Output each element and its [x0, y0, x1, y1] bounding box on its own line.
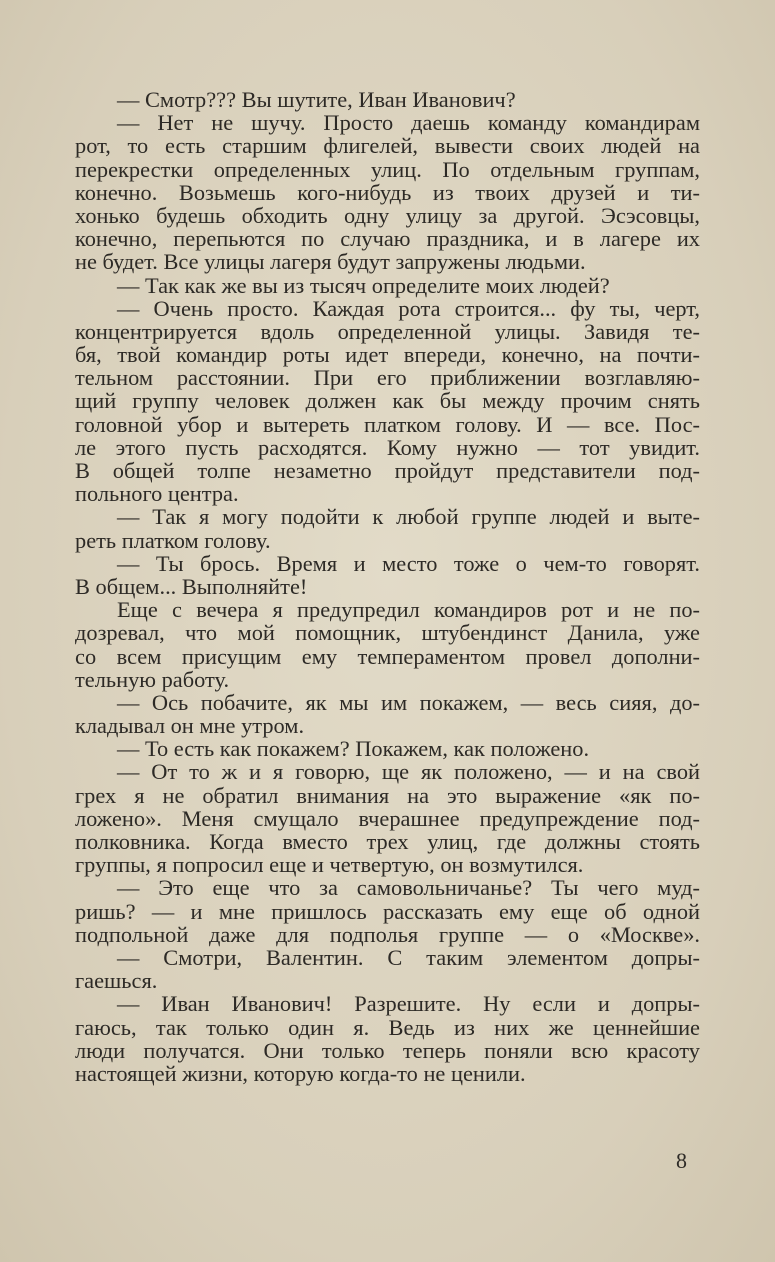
- text-line: реть платком голову.: [75, 527, 271, 553]
- text-line: головной убор и вытереть платком голову. И — все. Пос-: [75, 411, 700, 437]
- text-line: щий группу человек должен как бы между прочим снять: [75, 388, 700, 414]
- text-line: перекрестки определенных улиц. По отдельным группам,: [75, 156, 700, 182]
- text-line: — Нет не шучу. Просто даешь команду командирам: [117, 110, 700, 136]
- text-line: тельную работу.: [75, 666, 230, 692]
- text-line: польного центра.: [75, 481, 239, 507]
- text-line: группы, я попросил еще и четвертую, он возмутился.: [75, 852, 584, 878]
- text-line: гаюсь, так только один я. Ведь из них же ценнейшие: [75, 1014, 700, 1040]
- text-line: концентрируется вдоль определенной улицы. Завидя те-: [75, 318, 700, 344]
- text-line: со всем присущим ему темпераментом провел дополни-: [75, 643, 700, 669]
- page-number: 8: [676, 1148, 687, 1173]
- text-line: гаешься.: [75, 968, 158, 994]
- text-line: кладывал он мне утром.: [75, 713, 305, 739]
- text-line: ришь? — и мне пришлось рассказать ему еще об одной: [75, 898, 700, 924]
- text-line: бя, твой командир роты идет впереди, конечно, на почти-: [75, 342, 700, 368]
- text-line: — Так как же вы из тысяч определите моих людей?: [117, 272, 610, 298]
- text-line: ложено». Меня смущало вчерашнее предупреждение под-: [75, 805, 700, 831]
- text-line: ле этого пусть расходятся. Кому нужно — тот увидит.: [75, 434, 700, 460]
- text-line: не будет. Все улицы лагеря будут запружены людьми.: [75, 249, 586, 275]
- text-line: настоящей жизни, которую когда-то не ценили.: [75, 1060, 526, 1086]
- body-text: [75, 88, 700, 1085]
- text-line: грех я не обратил внимания на это выражение «як по-: [75, 782, 700, 808]
- text-line: хонько будешь обходить одну улицу за другой. Эсэсовцы,: [75, 202, 700, 228]
- text-line: — Смотри, Валентин. С таким элементом допры-: [117, 944, 700, 970]
- text-line: — Так я могу подойти к любой группе людей и выте-: [117, 504, 700, 530]
- text-line: — Ты брось. Время и место тоже о чем-то говорят.: [117, 550, 700, 576]
- text-line: люди получатся. Они только теперь поняли всю красоту: [75, 1037, 700, 1063]
- text-line: — Это еще что за самовольничанье? Ты чего муд-: [117, 875, 700, 901]
- text-line: — Смотр??? Вы шутите, Иван Иванович?: [117, 87, 516, 112]
- text-line: — Очень просто. Каждая рота строится... фу ты, черт,: [117, 295, 700, 321]
- text-line: — Ось побачите, як мы им покажем, — весь сияя, до-: [117, 689, 700, 715]
- text-line: тельном расстоянии. При его приближении возглавляю-: [75, 365, 700, 391]
- text-line: В общей толпе незаметно пройдут представители под-: [75, 458, 700, 483]
- text-line: рот, то есть старшим флигелей, вывести своих людей на: [75, 133, 700, 159]
- text-line: полковника. Когда вместо трех улиц, где должны стоять: [75, 829, 700, 854]
- text-line: подпольной даже для подполья группе — о «Москве».: [75, 921, 700, 947]
- text-line: — От то ж и я говорю, ще як положено, — и на свой: [117, 759, 700, 785]
- text-line: — Иван Иванович! Разрешите. Ну если и допры-: [117, 991, 700, 1017]
- text-line: Еще с вечера я предупредил командиров рот и не по-: [117, 597, 700, 623]
- text-line: конечно, перепьются по случаю праздника, и в лагере их: [75, 226, 700, 252]
- text-line: конечно. Возьмешь кого-нибудь из твоих друзей и ти-: [75, 179, 700, 205]
- text-line: — То есть как покажем? Покажем, как положено.: [117, 736, 590, 762]
- text-line: В общем... Выполняйте!: [75, 573, 308, 599]
- text-line: дозревал, что мой помощник, штубендинст Данила, уже: [75, 620, 700, 646]
